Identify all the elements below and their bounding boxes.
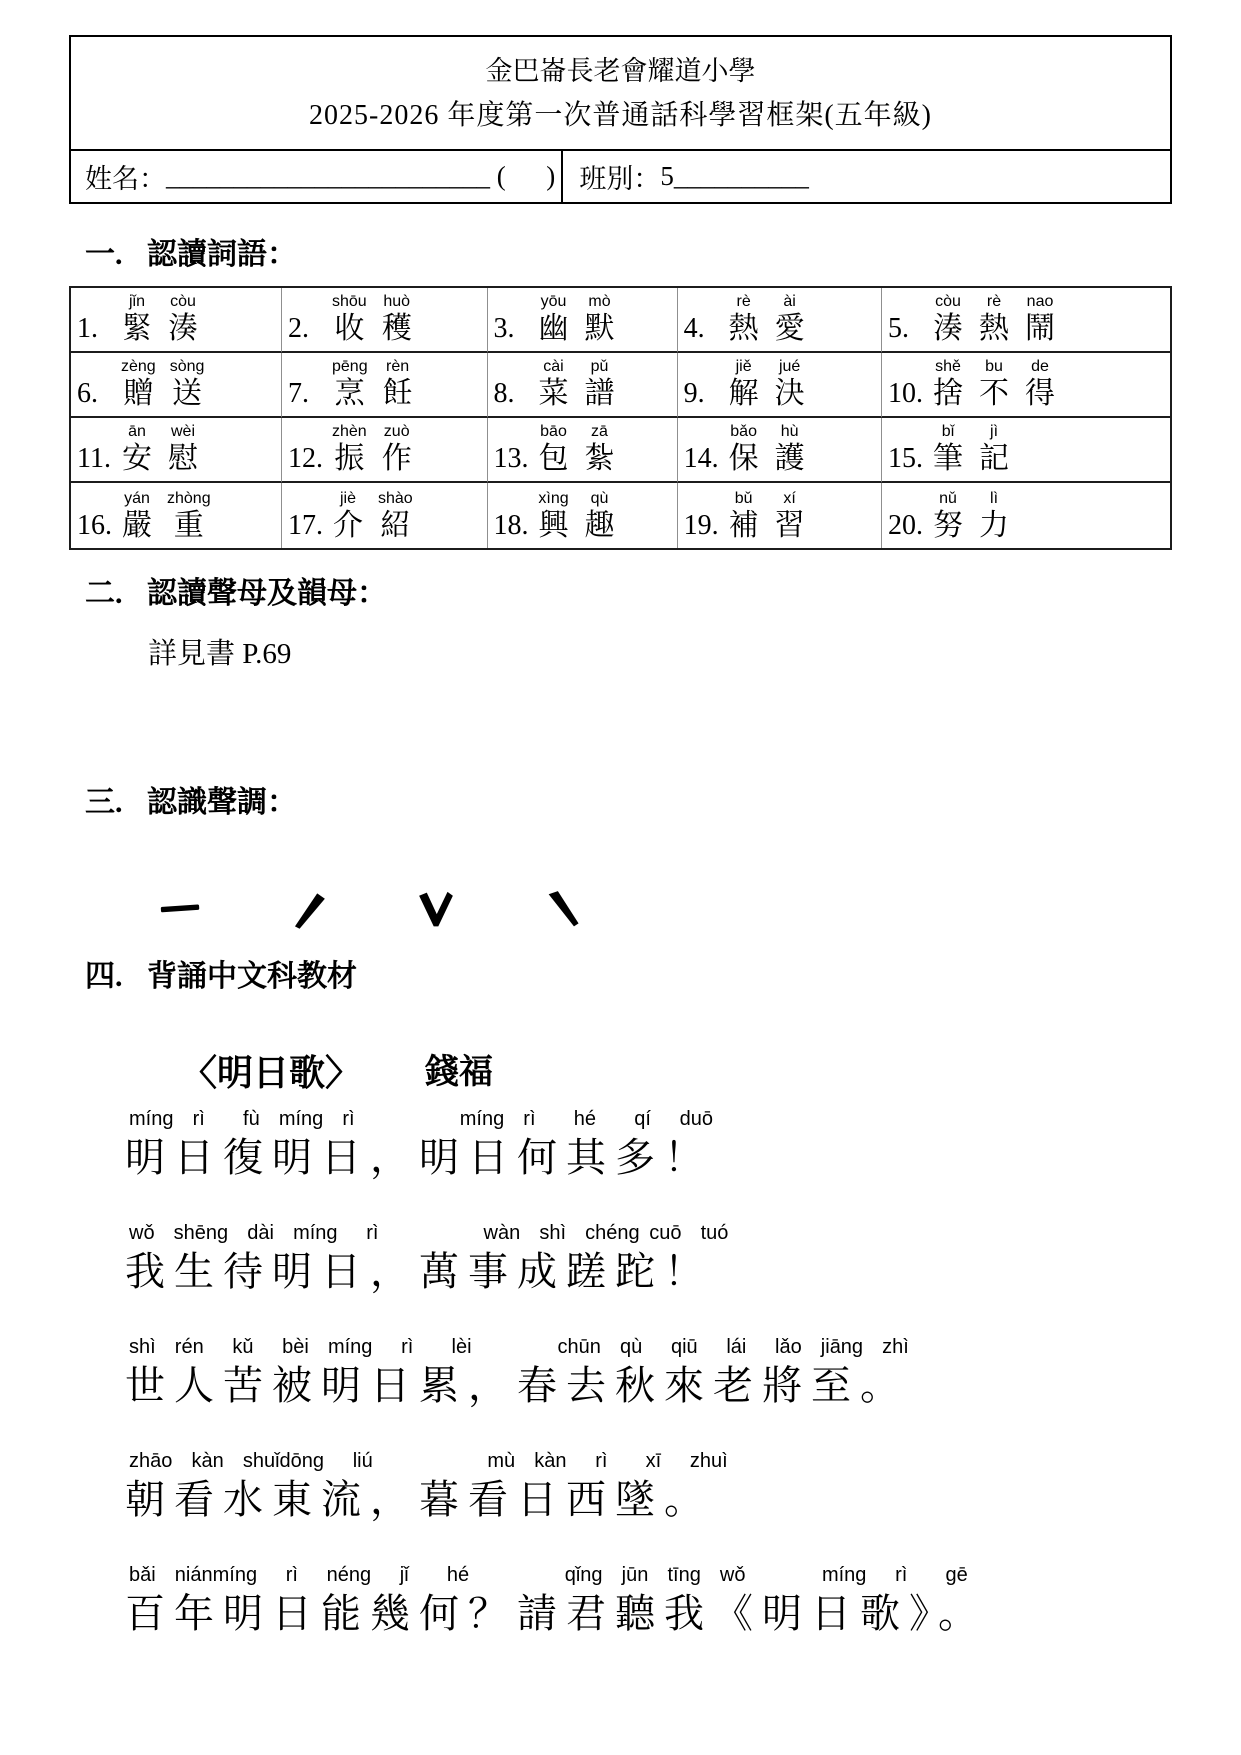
poem-line [125,1562,1172,1640]
word-pinyin: zhèn [332,423,367,440]
poem-text: 百年明日能幾何？請君聽我《明日歌》。 [125,1591,987,1636]
word-char: 得 [1025,377,1056,410]
word-char-stack [381,422,413,476]
tone-row [155,884,1172,932]
word-item [882,483,1170,548]
word-pinyin: zhòng [167,490,211,507]
word-char: 記 [979,442,1010,475]
word-char: 紹 [380,509,411,542]
word-char-stack [332,422,367,476]
poem-pinyin: shì rén kǔ bèi míng rì lèi chūn qù qiū lái lǎo jiāng zhì [129,1336,909,1358]
word-number: 2. [288,313,309,344]
section-4-heading [85,958,1172,996]
word-number: 3. [493,313,515,344]
word-char: 熱 [728,312,759,345]
word-char-stack [332,357,368,411]
word-char-stack [978,357,1010,411]
section-1-number: 一. [85,238,123,271]
word-number: 1. [77,313,98,344]
name-cell [71,151,563,202]
word-item [488,288,678,353]
section-2-title: 認讀聲母及韻母： [147,577,387,610]
word-item [882,288,1170,353]
header-top [71,37,1170,151]
word-pinyin: jiě [735,358,752,375]
word-pinyin: bǔ [734,490,753,507]
word-char-stack [978,489,1010,543]
word-char: 熱 [979,312,1010,345]
school-name: 金巴崙長老會耀道小學 [485,56,756,86]
section-4-number: 四. [85,960,123,993]
word-char-stack [332,292,367,346]
word-pinyin: zèng [121,358,156,375]
word-item [678,418,882,483]
word-item [282,418,488,483]
word-pinyin: lì [990,490,999,507]
word-char-stack [584,422,616,476]
word-pinyin: còu [170,293,196,310]
word-number: 18. [493,510,529,541]
word-pinyin: xí [783,490,796,507]
poem-pinyin: míng rì fù míng rì míng rì hé qí duō [129,1108,713,1130]
word-char-stack [774,357,806,411]
word-pinyin: yōu [540,293,567,310]
word-item [282,353,488,418]
word-item [488,418,678,483]
word-char-stack [932,422,964,476]
word-pinyin: bǐ [941,423,955,440]
word-item [488,353,678,418]
word-char-stack [381,292,413,346]
word-char-stack [978,292,1010,346]
word-pinyin: jiè [339,490,356,507]
word-pinyin: pǔ [590,358,609,375]
word-pinyin: shào [378,490,413,507]
word-pinyin: shōu [332,293,367,310]
word-item [678,483,882,548]
word-char-stack [584,489,616,543]
word-char-stack [167,489,211,543]
poem-line [125,1220,1172,1298]
word-pinyin: de [1031,358,1049,375]
word-item [71,353,282,418]
word-char: 決 [774,377,805,410]
word-char: 紮 [584,442,615,475]
word-item [282,483,488,548]
poem-text: 我生待明日，萬事成蹉跎！ [125,1249,713,1294]
word-item [882,353,1170,418]
section-1-heading [85,236,1172,274]
poem-author: 錢福 [425,1054,494,1091]
word-char: 愛 [774,312,805,345]
header-bottom-row [71,151,1170,202]
word-char: 飪 [382,377,413,410]
word-text [538,292,616,346]
third-tone-mark [411,885,461,931]
word-char-stack [538,422,570,476]
word-char: 烹 [334,377,365,410]
word-char: 默 [584,312,615,345]
word-char-stack [774,422,806,476]
word-char-stack [978,422,1010,476]
word-pinyin: ài [783,293,796,310]
word-pinyin: pēng [332,358,368,375]
section-2-heading [85,575,1172,613]
word-char: 解 [728,377,759,410]
word-char-stack [932,292,964,346]
word-text [932,422,1010,476]
word-char-stack [538,357,570,411]
word-number: 20. [888,510,924,541]
name-blank-line: ________________________ [166,161,490,191]
word-char: 安 [122,442,152,475]
word-number: 19. [683,510,719,541]
word-char: 捨 [933,377,964,410]
word-char-stack [932,357,964,411]
word-pinyin: qù [590,490,609,507]
word-char-stack [728,357,760,411]
word-text [332,292,413,346]
word-text [332,489,413,543]
word-char: 穫 [381,312,412,345]
word-table [69,286,1172,550]
word-char: 力 [979,509,1010,542]
class-label: 班別： [579,164,661,194]
word-char: 筆 [933,442,964,475]
word-pinyin: sòng [169,358,205,375]
word-char-stack [774,489,806,543]
word-char: 包 [538,442,569,475]
document-title: 2025-2026 年度第一次普通話科學習框架(五年級) [309,100,932,131]
word-pinyin: wèi [170,423,195,440]
word-char-stack [332,489,364,543]
word-number: 9. [683,378,705,409]
name-paren [490,161,497,192]
word-number: 11. [77,443,111,474]
word-char: 不 [979,377,1010,410]
section-3-title: 認識聲調： [147,786,297,819]
word-pinyin: zā [591,423,608,440]
word-char: 作 [381,442,412,475]
poem-line [125,1106,1172,1184]
section-1-title: 認讀詞語： [147,238,297,271]
class-value: 5__________ [660,161,809,191]
word-char-stack [121,357,156,411]
poem-title: 〈明日歌〉 [181,1053,362,1093]
word-pinyin: ān [128,423,146,440]
word-number: 8. [493,378,515,409]
section-2-number: 二. [85,577,123,610]
word-number: 17. [288,510,323,541]
word-char-stack [170,357,205,411]
word-pinyin: shě [935,358,961,375]
word-char: 習 [774,509,805,542]
paren-blank: ( ) [496,161,556,191]
word-char: 幽 [538,312,569,345]
word-text [538,422,616,476]
word-item [678,353,882,418]
word-char: 慰 [168,442,198,475]
word-char: 緊 [122,312,152,345]
word-number: 15. [888,443,924,474]
word-text [932,292,1056,346]
word-pinyin: nao [1026,293,1054,310]
word-char: 護 [774,442,805,475]
word-char: 保 [728,442,759,475]
word-char-stack [538,292,570,346]
word-text [932,357,1056,411]
word-char: 努 [933,509,964,542]
fourth-tone-mark [539,885,589,931]
word-text [932,489,1010,543]
word-pinyin: cài [543,358,564,375]
section-3-number: 三. [85,786,123,819]
word-pinyin: bǎo [730,423,757,440]
word-pinyin: xìng [538,490,569,507]
word-pinyin: jué [778,358,801,375]
word-char-stack [728,422,760,476]
word-number: 12. [288,443,323,474]
class-cell [563,151,1170,202]
poem-lines [125,1106,1172,1640]
word-text [332,422,413,476]
word-char: 收 [334,312,365,345]
header-box [69,35,1172,204]
word-char-stack [1024,357,1056,411]
word-number: 10. [888,378,924,409]
word-char: 湊 [168,312,198,345]
word-char-stack [378,489,413,543]
word-number: 14. [683,443,719,474]
word-pinyin: jǐn [128,293,145,310]
word-item [71,418,282,483]
word-char-stack [584,357,616,411]
word-char-stack [121,292,153,346]
word-char-stack [167,292,199,346]
word-item [678,288,882,353]
word-char-stack [121,489,153,543]
word-text [121,357,204,411]
word-char-stack [584,292,616,346]
word-char: 譜 [584,377,615,410]
word-char: 鬧 [1025,312,1056,345]
word-char: 菜 [538,377,569,410]
poem-text: 朝看水東流，暮看日西墜。 [125,1477,713,1522]
word-pinyin: hù [780,423,799,440]
poem-title-line [181,1050,1172,1096]
word-text [728,292,806,346]
word-pinyin: rèn [386,358,410,375]
word-text [121,489,211,543]
word-number: 13. [493,443,529,474]
word-number: 16. [77,510,112,541]
word-char-stack [121,422,153,476]
poem-line [125,1334,1172,1412]
word-text [728,489,806,543]
section-2-body: 詳見書 P.69 [148,638,292,670]
poem-line [125,1448,1172,1526]
word-char: 趣 [584,509,615,542]
second-tone-mark [283,885,333,931]
word-item [71,483,282,548]
name-label: 姓名： [85,164,166,194]
word-number: 5. [888,313,910,344]
word-char-stack [538,489,570,543]
word-text [121,422,199,476]
section-3-heading [85,784,1172,822]
word-text [332,357,414,411]
word-char: 贈 [123,377,154,410]
word-char-stack [167,422,199,476]
word-char: 湊 [933,312,964,345]
first-tone-mark [155,885,205,931]
word-text [538,357,616,411]
word-item [488,483,678,548]
word-char: 介 [333,509,363,542]
word-pinyin: zuò [383,423,410,440]
word-char: 補 [728,509,759,542]
poem-text: 世人苦被明日累，春去秋來老將至。 [125,1363,909,1408]
word-number: 7. [288,378,309,409]
word-pinyin: còu [935,293,961,310]
word-text [121,292,199,346]
word-item [882,418,1170,483]
word-char: 振 [334,442,365,475]
poem-pinyin: bǎi niánmíng rì néng jǐ hé qǐng jūn tīng wǒ míng rì gē [129,1564,968,1586]
section-4-title: 背誦中文科教材 [147,960,357,993]
word-pinyin: nǔ [939,490,957,507]
word-char-stack [932,489,964,543]
poem-pinyin: wǒ shēng dài míng rì wàn shì chéng cuō tuó [129,1222,729,1244]
poem-pinyin: zhāo kàn shuǐdōng liú mù kàn rì xī zhuì [129,1450,728,1472]
word-pinyin: bāo [540,423,567,440]
word-pinyin: rè [736,293,751,310]
word-number: 4. [683,313,705,344]
word-char: 興 [538,509,569,542]
word-char: 嚴 [122,509,152,542]
word-char: 送 [172,377,203,410]
word-char-stack [1024,292,1056,346]
word-pinyin: jì [990,423,999,440]
word-text [728,422,806,476]
word-pinyin: bu [985,358,1003,375]
word-char-stack [728,292,760,346]
word-pinyin: rè [986,293,1002,310]
word-char: 重 [173,509,204,542]
word-pinyin: yán [124,490,150,507]
word-char-stack [728,489,760,543]
word-char-stack [382,357,414,411]
word-item [71,288,282,353]
word-text [728,357,806,411]
word-char-stack [774,292,806,346]
poem-text: 明日復明日，明日何其多！ [125,1135,713,1180]
word-item [282,288,488,353]
word-text [538,489,616,543]
word-pinyin: huò [383,293,411,310]
word-number: 6. [77,378,98,409]
word-pinyin: mò [588,293,611,310]
